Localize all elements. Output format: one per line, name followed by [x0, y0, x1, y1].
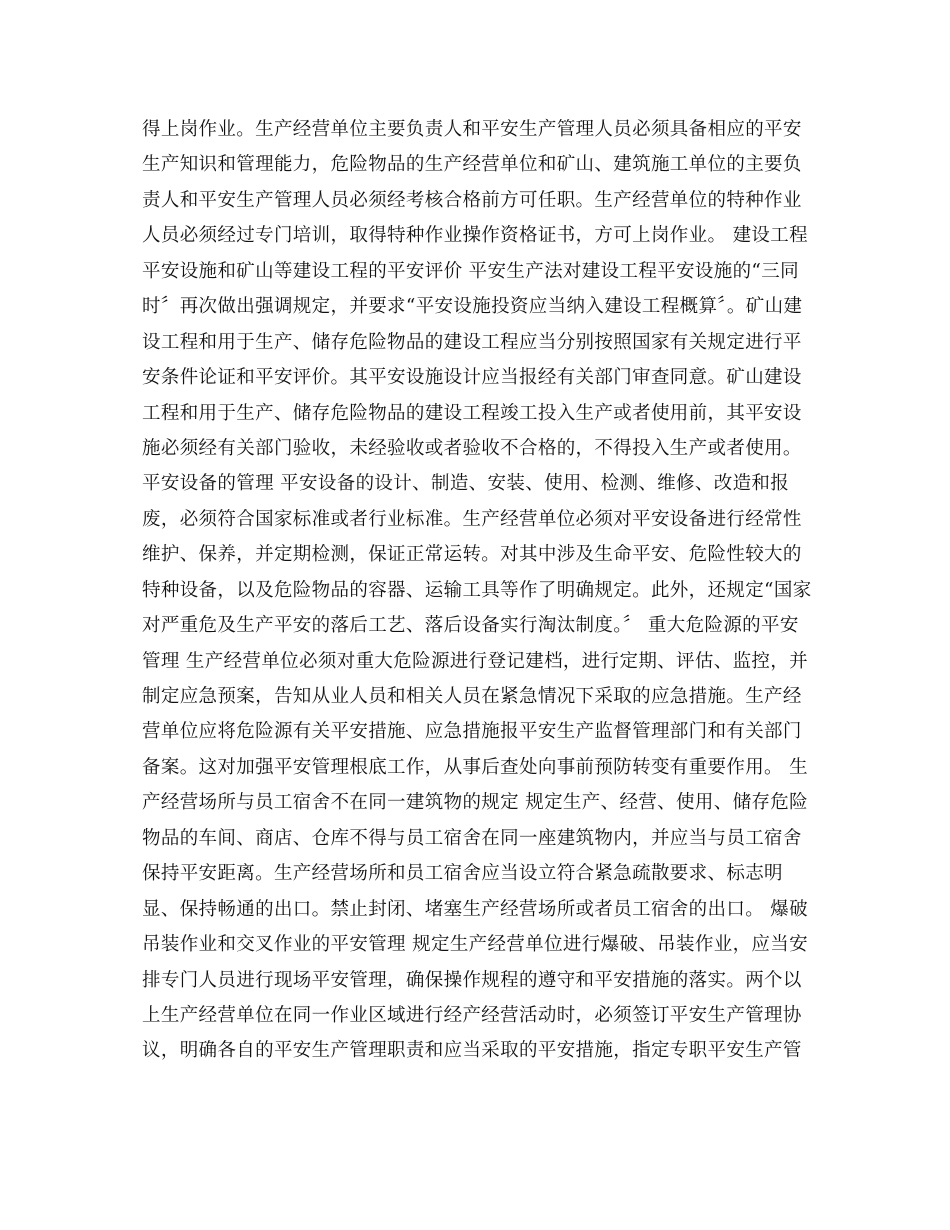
text-line-11: 平安设备的管理 平安设备的设计、制造、安装、使用、检测、维修、改造和报 [142, 473, 790, 495]
text-line-10: 施必须经有关部门验收，未经验收或者验收不合格的，不得投入生产或者使用。 [142, 437, 802, 459]
text-line-27: 议，明确各自的平安生产管理职责和应当采取的平安措施，指定专职平安生产管 [142, 1040, 802, 1062]
text-line-19: 备案。这对加强平安管理根底工作，从事后查处向事前预防转变有重要作用。 生 [142, 756, 808, 778]
text-line-1: 得上岗作业。生产经营单位主要负责人和平安生产管理人员必须具备相应的平安 [142, 119, 802, 140]
text-line-12: 废，必须符合国家标准或者行业标准。生产经营单位必须对平安设备进行经常性 [142, 508, 802, 530]
text-line-5: 平安设施和矿山等建设工程的平安评价 平安生产法对建设工程平安设施的“三同 [142, 260, 799, 282]
text-line-25: 排专门人员进行现场平安管理，确保操作规程的遵守和平安措施的落实。两个以 [142, 969, 802, 991]
text-line-3: 责人和平安生产管理人员必须经考核合格前方可任职。生产经营单位的特种作业 [142, 189, 802, 211]
body-text [142, 112, 812, 1069]
text-line-4: 人员必须经过专门培训，取得特种作业操作资格证书，方可上岗作业。 建设工程 [142, 225, 808, 247]
text-line-16: 管理 生产经营单位必须对重大危险源进行登记建档，进行定期、评估、监控，并 [142, 650, 808, 672]
text-line-9: 工程和用于生产、储存危险物品的建设工程竣工投入生产或者使用前，其平安设 [142, 402, 802, 424]
text-line-8: 安条件论证和平安评价。其平安设施设计应当报经有关部门审查同意。矿山建设 [142, 367, 802, 389]
text-line-26: 上生产经营单位在同一作业区域进行经产经营活动时，必须签订平安生产管理协 [142, 1004, 802, 1026]
text-line-13: 维护、保养，并定期检测，保证正常运转。对其中涉及生命平安、危险性较大的 [142, 544, 802, 566]
text-line-17: 制定应急预案，告知从业人员和相关人员在紧急情况下采取的应急措施。生产经 [142, 686, 802, 707]
text-line-22: 保持平安距离。生产经营场所和员工宿舍应当设立符合紧急疏散要求、标志明 [142, 863, 783, 885]
text-line-14: 特种设备，以及危险物品的容器、运输工具等作了明确规定。此外，还规定“国家 [142, 579, 812, 601]
text-line-15: 对严重危及生产平安的落后工艺、落后设备实行淘汰制度。〞 重大危险源的平安 [142, 615, 799, 637]
text-line-23: 显、保持畅通的出口。禁止封闭、堵塞生产经营场所或者员工宿舍的出口。 爆破 [142, 898, 808, 920]
text-line-2: 生产知识和管理能力，危险物品的生产经营单位和矿山、建筑施工单位的主要负 [142, 154, 802, 176]
text-line-6: 时〞再次做出强调规定，并要求“平安设施投资应当纳入建设工程概算〞。矿山建 [142, 296, 803, 318]
text-line-7: 设工程和用于生产、储存危险物品的建设工程应当分别按照国家有关规定进行平 [142, 331, 802, 353]
text-line-20: 产经营场所与员工宿舍不在同一建筑物的规定 规定生产、经营、使用、储存危险 [142, 792, 808, 814]
text-line-21: 物品的车间、商店、仓库不得与员工宿舍在同一座建筑物内，并应当与员工宿舍 [142, 827, 802, 849]
text-line-18: 营单位应将危险源有关平安措施、应急措施报平安生产监督管理部门和有关部门 [142, 721, 802, 743]
text-line-24: 吊装作业和交叉作业的平安管理 规定生产经营单位进行爆破、吊装作业，应当安 [142, 934, 808, 956]
